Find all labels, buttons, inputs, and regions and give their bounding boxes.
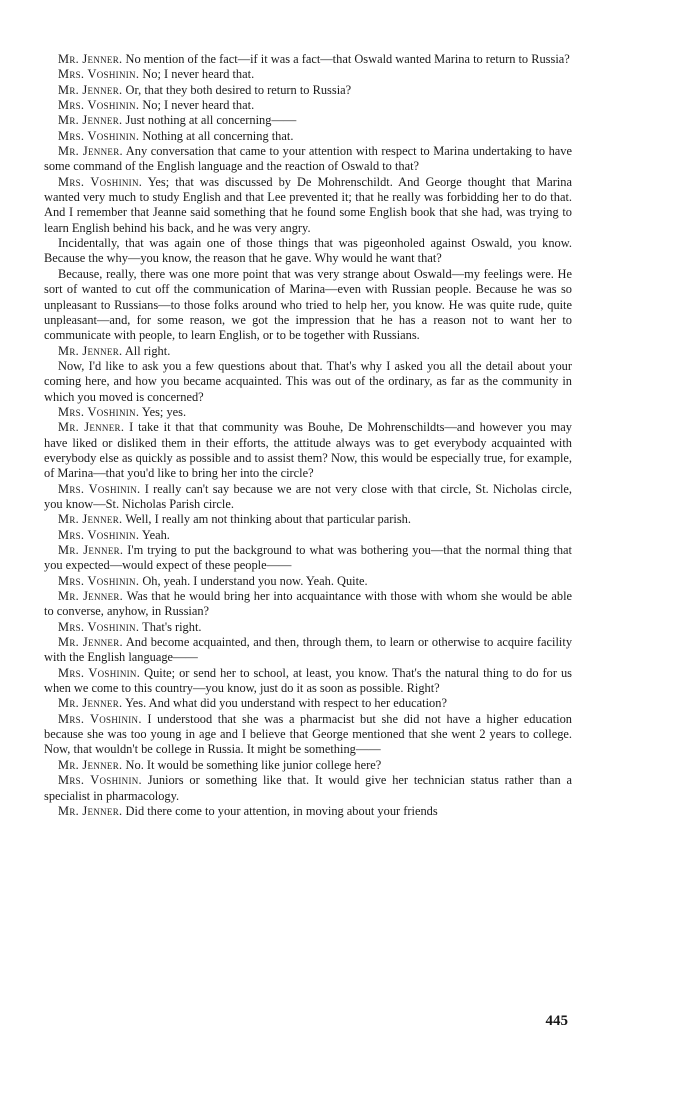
paragraph [44, 528, 572, 543]
speaker-label: Mr. Jenner. [58, 803, 123, 818]
paragraph [44, 175, 572, 236]
paragraph-text: Any conversation that came to your attention with respect to Marina undertaking to have some command of the English language and the reaction of Oswald to that? [44, 144, 572, 174]
paragraph [44, 635, 572, 666]
paragraph-text: Yes. And what did you understand with respect to her education? [125, 696, 447, 711]
paragraph-text: Just nothing at all concerning—— [125, 113, 297, 128]
paragraph [44, 574, 572, 589]
paragraph [44, 359, 572, 405]
speaker-label: Mrs. Voshinin. [58, 481, 141, 496]
speaker-label: Mrs. Voshinin. [58, 128, 140, 143]
paragraph [44, 543, 572, 574]
speaker-label: Mr. Jenner. [58, 343, 123, 358]
paragraph [44, 482, 572, 513]
paragraph-text: I'm trying to put the background to what was bothering you—that the normal thing that you expected—would expect of these people—— [44, 543, 572, 573]
paragraph-text: Because, really, there was one more point that was very strange about Oswald—my feelings were. He sort of wanted to cut off the communication of Marina—even with Russian people. Because he was so unpleasant to Russians—to those folks around who tried to help her, you know. He was quite rude, quite unpleasant—and, for some reason, we got the impression that he has a reason not to want her to communicate with people, to learn English, or to be together with Russians. [44, 266, 572, 343]
speaker-label: Mr. Jenner. [58, 113, 123, 128]
speaker-label: Mr. Jenner. [58, 144, 123, 159]
paragraph [44, 344, 572, 359]
speaker-label: Mr. Jenner. [58, 82, 123, 97]
paragraph [44, 129, 572, 144]
paragraph [44, 712, 572, 758]
speaker-label: Mrs. Voshinin. [58, 773, 142, 788]
paragraph [44, 67, 572, 82]
paragraph-text: And become acquainted, and then, through them, to learn or otherwise to acquire facility with the English language—— [44, 635, 573, 665]
paragraph-text: I really can't say because we are not very close with that circle, St. Nicholas circle, you know—St. Nicholas Parish circle. [44, 481, 572, 511]
paragraph-text: No. It would be something like junior college here? [125, 757, 382, 772]
paragraph [44, 804, 572, 819]
speaker-label: Mrs. Voshinin. [58, 665, 141, 680]
speaker-label: Mr. Jenner. [58, 543, 124, 557]
paragraph-text: All right. [124, 343, 171, 358]
paragraph-text: That's right. [142, 619, 202, 634]
speaker-label: Mrs. Voshinin. [58, 404, 140, 419]
paragraph [44, 420, 572, 481]
speaker-label: Mrs. Voshinin. [58, 711, 142, 726]
paragraph-text: Juniors or something like that. It would give her technician status rather than a specialist in pharmacology. [44, 773, 572, 803]
paragraph [44, 512, 572, 527]
paragraph [44, 267, 572, 344]
paragraph-text: Incidentally, that was again one of those things that was pigeonholed against Oswald, you know. Because the why—you know, the reason that he gave. Why would he want that? [44, 236, 572, 266]
paragraph [44, 236, 572, 267]
paragraph [44, 696, 572, 711]
speaker-label: Mrs. Voshinin. [58, 98, 140, 113]
speaker-label: Mr. Jenner. [58, 420, 125, 435]
speaker-label: Mrs. Voshinin. [58, 527, 140, 542]
speaker-label: Mr. Jenner. [58, 696, 123, 711]
speaker-label: Mr. Jenner. [58, 512, 123, 527]
paragraph [44, 144, 572, 175]
paragraph-text: Yeah. [141, 527, 170, 542]
paragraph-text: Quite; or send her to school, at least, you know. That's the natural thing to do for us when we come to this country—you know, just do it as soon as possible. Right? [44, 665, 572, 696]
paragraph-text: I understood that she was a pharmacist but she did not have a higher education because she was too young in age and I believe that George mentioned that she went 2 years to college. Now, that wouldn't be college in Russia. It might be something—— [44, 711, 572, 757]
paragraph [44, 758, 572, 773]
paragraph-text: Or, that they both desired to return to Russia? [125, 82, 352, 97]
paragraph [44, 773, 572, 804]
paragraph-text: I take it that that community was Bouhe, De Mohrenschildts—and however you may have liked or disliked them in their efforts, the attitude always was to get everybody acquainted with everybody else as quickly as possible and to assist them? Now, this would be especially true, for example, of Marina—that you'd like to bring her into the circle? [44, 420, 572, 481]
paragraph [44, 113, 572, 128]
paragraph [44, 620, 572, 635]
page-number: 445 [545, 1013, 568, 1029]
speaker-label: Mrs. Voshinin. [58, 573, 140, 588]
paragraph-text: Oh, yeah. I understand you now. Yeah. Quite. [142, 573, 368, 588]
paragraph-text: No; I never heard that. [142, 98, 255, 113]
paragraph-text: Did there come to your attention, in moving about your friends [125, 803, 438, 818]
speaker-label: Mrs. Voshinin. [58, 619, 140, 634]
speaker-label: Mr. Jenner. [58, 52, 123, 66]
paragraph-text: Now, I'd like to ask you a few questions about that. That's why I asked you all the detail about your coming here, and how you became acquainted. This was out of the ordinary, as far as the community in which you moved is concerned? [44, 358, 572, 404]
paragraph [44, 83, 572, 98]
paragraph-text: No; I never heard that. [142, 67, 255, 82]
speaker-label: Mrs. Voshinin. [58, 67, 140, 82]
transcript-page [44, 52, 572, 819]
paragraph [44, 589, 572, 620]
speaker-label: Mrs. Voshinin. [58, 174, 143, 189]
paragraph [44, 98, 572, 113]
speaker-label: Mr. Jenner. [58, 589, 124, 604]
paragraph [44, 405, 572, 420]
paragraph-text: Yes; that was discussed by De Mohrenschildt. And George thought that Marina wanted very much to study English and that Lee prevented it; that he really was forbidding her to do that. And I remember that Jeanne said something that he found some English book that she had, was trying to learn English behind his back, and he was very angry. [44, 174, 572, 235]
paragraph-text: Was that he would bring her into acquaintance with those with whom she would be able to converse, anyhow, in Russian? [44, 589, 573, 619]
paragraph [44, 52, 572, 67]
speaker-label: Mr. Jenner. [58, 757, 123, 772]
paragraph-text: Yes; yes. [141, 404, 187, 419]
paragraph-text: No mention of the fact—if it was a fact—that Oswald wanted Marina to return to Russia? [125, 52, 570, 66]
paragraph-text: Well, I really am not thinking about that particular parish. [125, 512, 411, 527]
paragraph-text: Nothing at all concerning that. [142, 128, 294, 143]
paragraph [44, 666, 572, 697]
speaker-label: Mr. Jenner. [58, 635, 123, 650]
